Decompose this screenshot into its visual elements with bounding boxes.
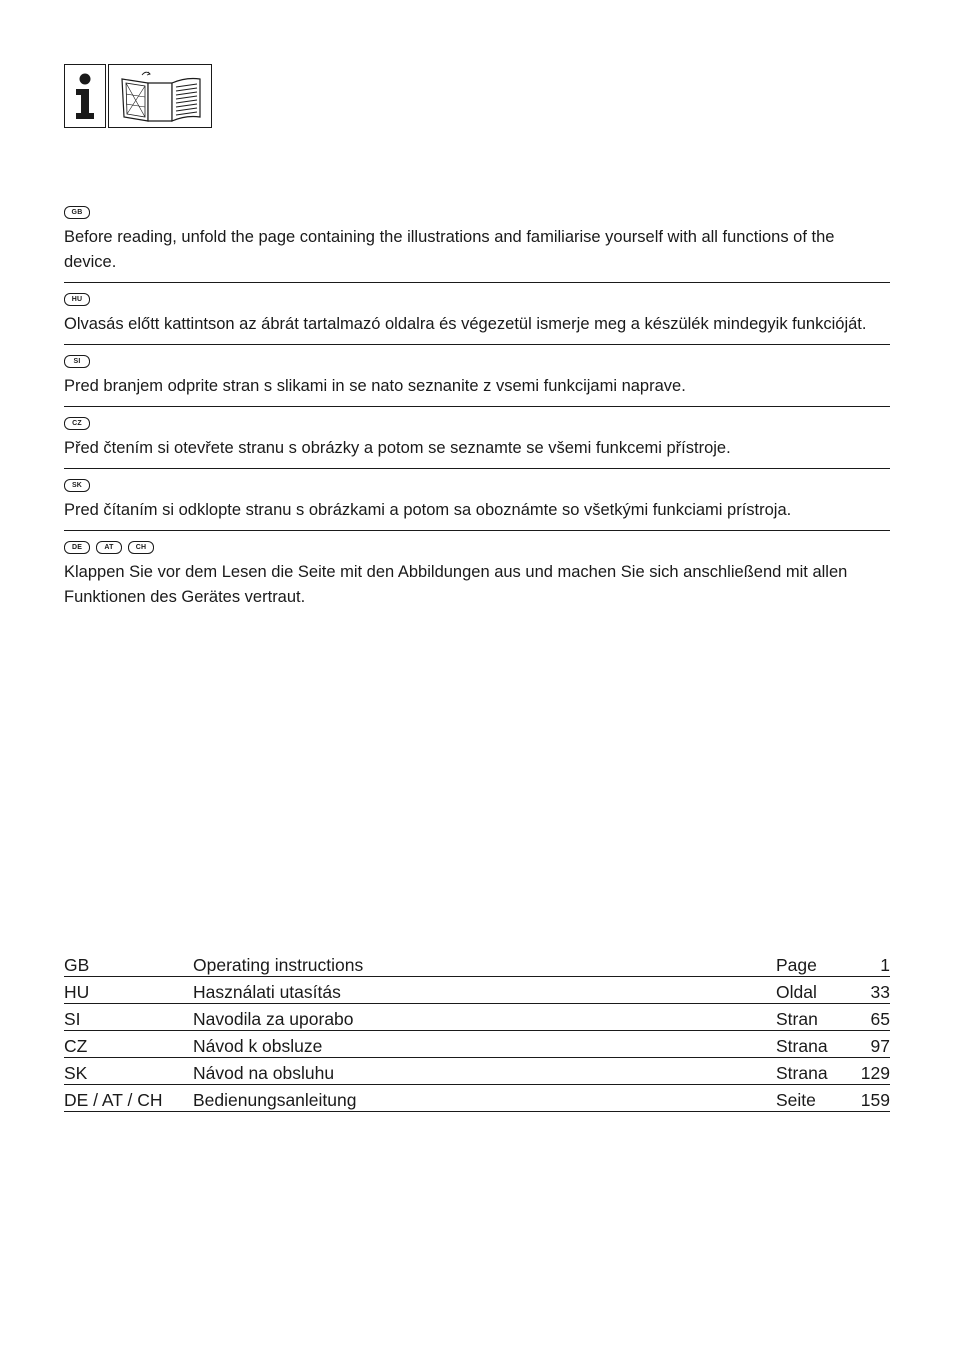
section-de-at-ch [64, 541, 890, 617]
language-badge: SK [64, 479, 90, 492]
page-number: 33 [870, 982, 890, 1002]
section-text: Before reading, unfold the page containing the illustrations and familiarise yourself with all functions of the device. [64, 228, 835, 271]
info-icon [64, 64, 106, 128]
page-word: Oldal [776, 982, 817, 1002]
language-badges [64, 541, 890, 554]
section-cz [64, 417, 890, 469]
language-code: SI [64, 1009, 81, 1029]
page-number: 97 [870, 1036, 890, 1056]
language-badge: GB [64, 206, 90, 219]
manual-title: Használati utasítás [193, 982, 341, 1002]
section-sk [64, 479, 890, 531]
language-code: SK [64, 1063, 88, 1083]
language-code: GB [64, 955, 90, 975]
table-row [64, 1031, 890, 1058]
language-code: CZ [64, 1036, 88, 1056]
manual-title: Bedienungsanleitung [193, 1090, 357, 1110]
language-badges [64, 479, 890, 492]
table-of-contents [64, 950, 890, 1112]
table-row [64, 1085, 890, 1112]
section-si [64, 355, 890, 407]
section-gb [64, 206, 890, 283]
language-badges [64, 293, 890, 306]
language-badge: AT [96, 541, 122, 554]
table-row [64, 950, 890, 977]
page-word: Seite [776, 1090, 816, 1110]
unfold-page-icon [108, 64, 212, 128]
page-word: Strana [776, 1063, 828, 1083]
language-badge: DE [64, 541, 90, 554]
table-row [64, 977, 890, 1004]
section-text: Olvasás előtt kattintson az ábrát tartalmazó oldalra és végezetül ismerje meg a készülék mindegyik funkcióját. [64, 315, 867, 333]
section-hu [64, 293, 890, 345]
table-row [64, 1058, 890, 1085]
page-number: 159 [860, 1090, 890, 1110]
manual-title: Operating instructions [193, 955, 364, 975]
section-text: Klappen Sie vor dem Lesen die Seite mit den Abbildungen aus und machen Sie sich anschließend mit allen Funktionen des Gerätes vertraut. [64, 563, 848, 606]
section-text: Pred čítaním si odklopte stranu s obrázkami a potom sa oboznámte so všetkými funkciami prístroja. [64, 501, 792, 519]
language-badges [64, 355, 890, 368]
page-word: Page [776, 955, 817, 975]
language-code: HU [64, 982, 90, 1002]
page-number: 1 [880, 955, 890, 975]
table-row [64, 1004, 890, 1031]
info-icons [64, 64, 212, 128]
page-word: Stran [776, 1009, 818, 1029]
page-number: 65 [870, 1009, 890, 1029]
language-badge: CH [128, 541, 154, 554]
instruction-sections [64, 206, 890, 627]
language-badge: SI [64, 355, 90, 368]
page-number: 129 [860, 1063, 890, 1083]
language-badges [64, 417, 890, 430]
language-badge: CZ [64, 417, 90, 430]
manual-title: Návod k obsluze [193, 1036, 323, 1056]
language-badge: HU [64, 293, 90, 306]
language-code: DE / AT / CH [64, 1090, 163, 1110]
section-text: Pred branjem odprite stran s slikami in se nato seznanite z vsemi funkcijami naprave. [64, 377, 686, 395]
manual-title: Návod na obsluhu [193, 1063, 335, 1083]
section-text: Před čtením si otevřete stranu s obrázky a potom se seznamte se všemi funkcemi přístroje. [64, 439, 731, 457]
manual-title: Navodila za uporabo [193, 1009, 354, 1029]
page-word: Strana [776, 1036, 828, 1056]
language-badges [64, 206, 890, 219]
